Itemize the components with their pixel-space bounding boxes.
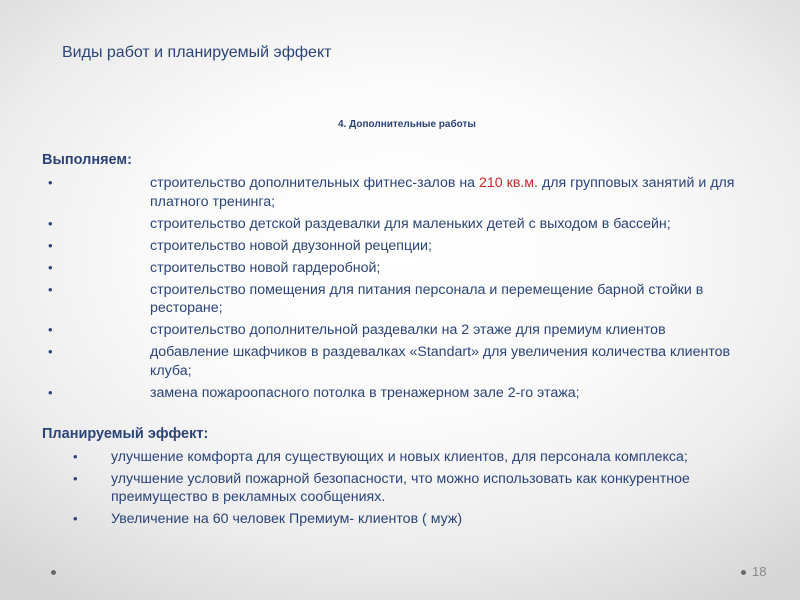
- bullet-icon: •: [48, 175, 53, 190]
- works-list-item: [48, 259, 770, 278]
- works-list-item: [48, 321, 770, 340]
- works-item-text: строительство дополнительной раздевалки на 2 этаже для премиум клиентов: [150, 322, 666, 338]
- works-list: [48, 174, 770, 406]
- effects-item-text: Увеличение на 60 человек Премиум- клиентов ( муж): [111, 510, 463, 527]
- works-item-text: добавление шкафчиков в раздевалках «Standart» для увеличения количества клиентов клуба;: [150, 344, 731, 379]
- section-subtitle: 4. Дополнительные работы: [338, 119, 476, 130]
- works-item-text: строительство новой гардеробной;: [150, 259, 381, 276]
- effects-heading: Планируемый эффект:: [42, 426, 209, 442]
- bullet-icon: •: [73, 449, 78, 464]
- bullet-icon: •: [73, 470, 78, 486]
- bullet-icon: •: [48, 384, 53, 400]
- works-list-item: [48, 215, 770, 234]
- effects-list-item: [73, 448, 761, 467]
- effects-list: [73, 448, 761, 531]
- works-item-text: строительство помещения для питания персонала и перемещение барной стойки в ресторане;: [150, 281, 704, 316]
- works-item-text: строительство дополнительных фитнес-залов на: [150, 175, 479, 191]
- works-item-text: для групповых занятий и для платного тренинга;: [150, 175, 735, 210]
- effects-list-item: [73, 510, 761, 529]
- nav-dot-icon: [51, 570, 56, 575]
- works-list-item: [48, 174, 770, 211]
- effects-item-text: улучшение комфорта для существующих и новых клиентов, для персонала комплекса;: [111, 449, 688, 465]
- works-heading: Выполняем:: [42, 152, 132, 168]
- bullet-icon: •: [48, 259, 53, 275]
- bullet-icon: •: [48, 322, 53, 337]
- effects-item-text: улучшение условий пожарной безопасности, что можно использовать как конкурентное преимущество в рекламных сообщениях.: [111, 470, 690, 505]
- works-list-item: [48, 281, 770, 318]
- bullet-icon: •: [73, 510, 78, 526]
- bullet-icon: •: [48, 344, 53, 359]
- works-list-item: [48, 384, 770, 403]
- page-number: 18: [752, 564, 767, 579]
- bullet-icon: •: [48, 281, 53, 297]
- works-list-item: [48, 237, 770, 256]
- area-highlight: 210 кв.м.: [479, 175, 538, 191]
- bullet-icon: •: [48, 237, 53, 253]
- slide-title: Виды работ и планируемый эффект: [62, 44, 332, 61]
- nav-dot-icon: [741, 570, 746, 575]
- effects-list-item: [73, 470, 761, 507]
- works-list-item: [48, 343, 770, 380]
- bullet-icon: •: [48, 215, 53, 231]
- works-item-text: замена пожароопасного потолка в тренажерном зале 2-го этажа;: [150, 384, 580, 401]
- works-item-text: строительство новой двузонной рецепции;: [150, 237, 432, 254]
- works-item-text: строительство детской раздевалки для маленьких детей с выходом в бассейн;: [150, 215, 671, 232]
